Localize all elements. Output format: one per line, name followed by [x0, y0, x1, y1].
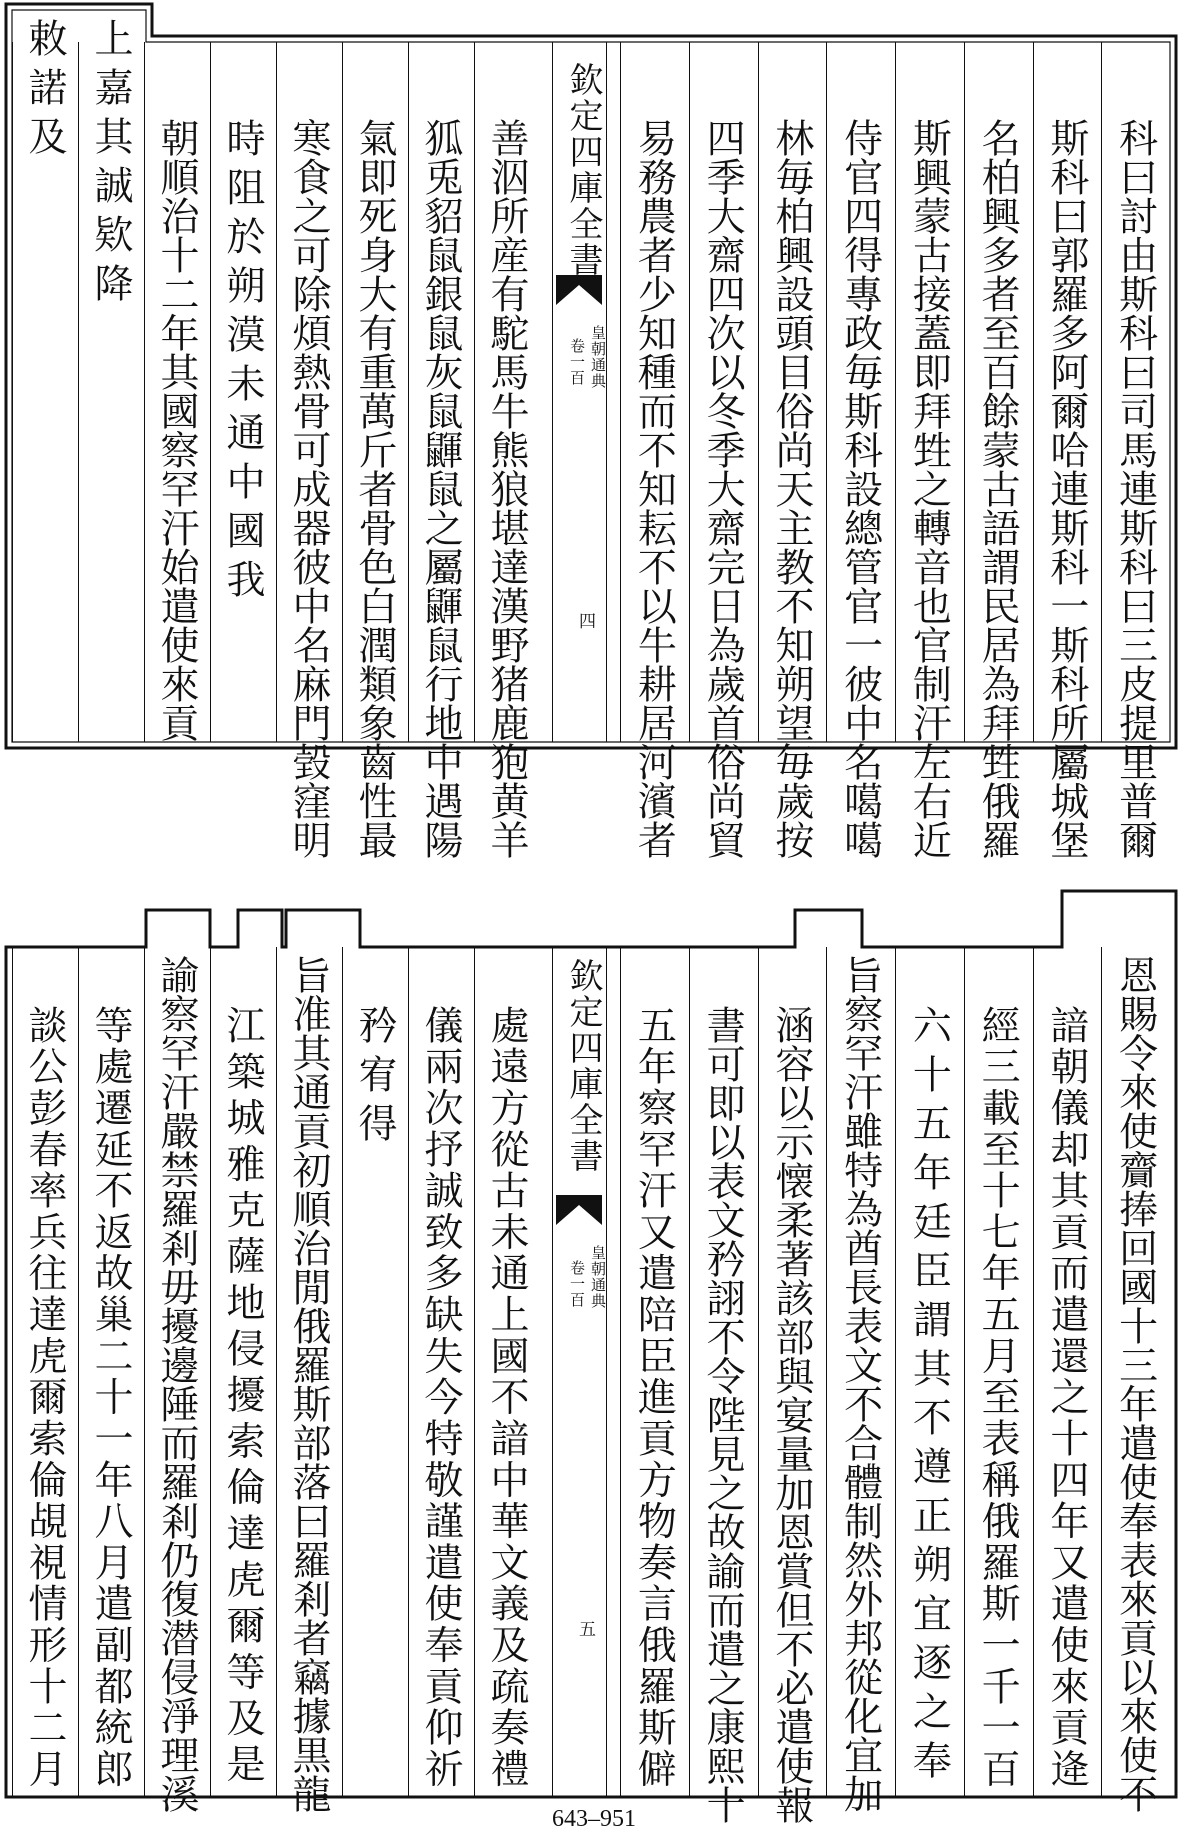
column-rule — [210, 947, 211, 1797]
text-column: 六十五年廷臣謂其不遵正朔宜逐之奉 — [906, 1005, 952, 1789]
text-column: 上嘉其誠欵降 — [88, 18, 133, 312]
text-column: 四季大齋四次以冬季大齋完日為歲首俗尚貿 — [700, 118, 746, 859]
column-rule — [689, 42, 690, 742]
column-rule — [1101, 947, 1102, 1797]
text-column: 等處遷延不返故巢二十一年八月遣副都統郎 — [88, 1005, 133, 1790]
column-rule — [1101, 42, 1102, 742]
top-center-volume: 卷一百 — [568, 338, 586, 386]
text-column: 狐兎貂鼠銀鼠灰鼠鼲鼠之屬鼲鼠行地中遇陽 — [418, 118, 463, 859]
text-column: 科曰討由斯科曰司馬連斯科曰三皮提里普爾 — [1112, 118, 1158, 859]
column-rule — [276, 947, 277, 1797]
column-rule — [78, 42, 79, 742]
text-column: 氣即死身大有重萬斤者骨色白潤類象齒性最 — [352, 118, 397, 859]
text-column: 儀兩次抒誠致多缺失今特敬謹遣使奉貢仰祈 — [418, 1005, 463, 1790]
column-rule — [144, 42, 145, 742]
column-rule — [895, 947, 896, 1797]
column-rule — [826, 947, 827, 1797]
bottom-center-title: 欽定四庫全書 — [563, 958, 603, 1174]
text-column: 朝順治十二年其國察罕汗始遣使來貢 — [154, 118, 199, 742]
top-fishtail-mark — [556, 275, 602, 305]
bottom-center-volume: 卷一百 — [568, 1260, 586, 1308]
column-rule — [78, 947, 79, 1797]
column-rule — [342, 42, 343, 742]
column-rule — [689, 947, 690, 1797]
column-rule — [12, 947, 13, 1797]
bottom-fishtail-mark — [556, 1195, 602, 1225]
column-rule — [964, 42, 965, 742]
column-rule — [1033, 947, 1034, 1797]
page-footer-number: 643–951 — [552, 1806, 636, 1832]
text-column: 五年察罕汗又遣陪臣進貢方物奏言俄羅斯僻 — [631, 1005, 677, 1790]
text-column: 恩賜令來使齎捧回國十三年遣使奉表來貢以來使不 — [1112, 955, 1158, 1813]
text-column: 名柏興多者至百餘蒙古語謂民居為拜甡俄羅 — [975, 118, 1021, 859]
top-center-title: 欽定四庫全書 — [563, 62, 603, 278]
top-center-subtitle: 皇朝通典 — [589, 325, 607, 389]
text-column: 侍官四得專政毎斯科設總管官一彼中名噶噶 — [837, 118, 883, 859]
column-rule — [895, 42, 896, 742]
text-column: 涵容以示懐柔著該部與宴量加恩賞但不必遣使報 — [768, 1005, 814, 1824]
text-column: 談公彭春率兵往達虎爾索倫覘視情形十二月 — [22, 1005, 67, 1790]
column-rule — [758, 42, 759, 742]
text-column: 旨察罕汗雖特為酋長表文不合體制然外邦從化宜加 — [837, 955, 883, 1813]
column-rule — [144, 947, 145, 1797]
text-column: 善泅所産有駝馬牛熊狼堪達漢野猪鹿狍黄羊 — [484, 118, 529, 859]
text-column: 矜宥得 — [352, 1005, 397, 1152]
text-column: 林毎柏興設頭目俗尚天主教不知朔望毎歲按 — [768, 118, 814, 859]
text-column: 時阻於朔漠未通中國我 — [220, 118, 265, 608]
center-band-rule — [552, 42, 553, 742]
column-rule — [12, 42, 13, 742]
text-column: 旨准其通貢初順治閒俄羅斯部落曰羅剎者竊據黒龍 — [286, 955, 331, 1813]
top-page — [0, 0, 1188, 859]
text-column: 斯興蒙古接蓋即拜甡之轉音也官制汗左右近 — [906, 118, 952, 859]
text-column: 諭察罕汗嚴禁羅剎毋擾邊陲而羅剎仍復潜侵淨理溪 — [154, 955, 199, 1813]
column-rule — [474, 42, 475, 742]
column-rule — [826, 42, 827, 742]
column-rule — [474, 947, 475, 1797]
text-column: 書可即以表文矜詡不令陛見之故諭而遣之康熙十 — [700, 1005, 746, 1824]
column-rule — [964, 947, 965, 1797]
text-column: 江築城雅克薩地侵擾索倫達虎爾等及是 — [220, 1005, 265, 1790]
column-rule — [620, 947, 621, 1797]
bottom-center-page-number: 五 — [575, 1620, 595, 1637]
column-rule — [620, 42, 621, 742]
text-column: 寒食之可除煩熱骨可成器彼中名麻門㲄窪明 — [286, 118, 331, 859]
bottom-center-subtitle: 皇朝通典 — [589, 1245, 607, 1309]
column-rule — [408, 947, 409, 1797]
column-rule — [408, 42, 409, 742]
column-rule — [1033, 42, 1034, 742]
column-rule — [758, 947, 759, 1797]
column-rule — [342, 947, 343, 1797]
text-column: 斯科曰郭羅多阿爾哈連斯科一斯科所屬城堡 — [1043, 118, 1089, 859]
center-band-rule — [552, 947, 553, 1797]
text-column: 諳朝儀却其貢而遣還之十四年又遣使來貢逄 — [1043, 1005, 1089, 1790]
text-column: 經三載至十七年五月至表稱俄羅斯一千一百 — [975, 1005, 1021, 1790]
column-rule — [210, 42, 211, 742]
text-column: 易務農者少知種而不知耘不以牛耕居河濱者 — [631, 118, 677, 859]
text-column: 處遠方從古未通上國不諳中華文義及疏奏禮 — [484, 1005, 529, 1790]
column-rule — [276, 42, 277, 742]
text-column: 敕諾及 — [22, 18, 67, 165]
top-center-page-number: 四 — [575, 612, 595, 629]
